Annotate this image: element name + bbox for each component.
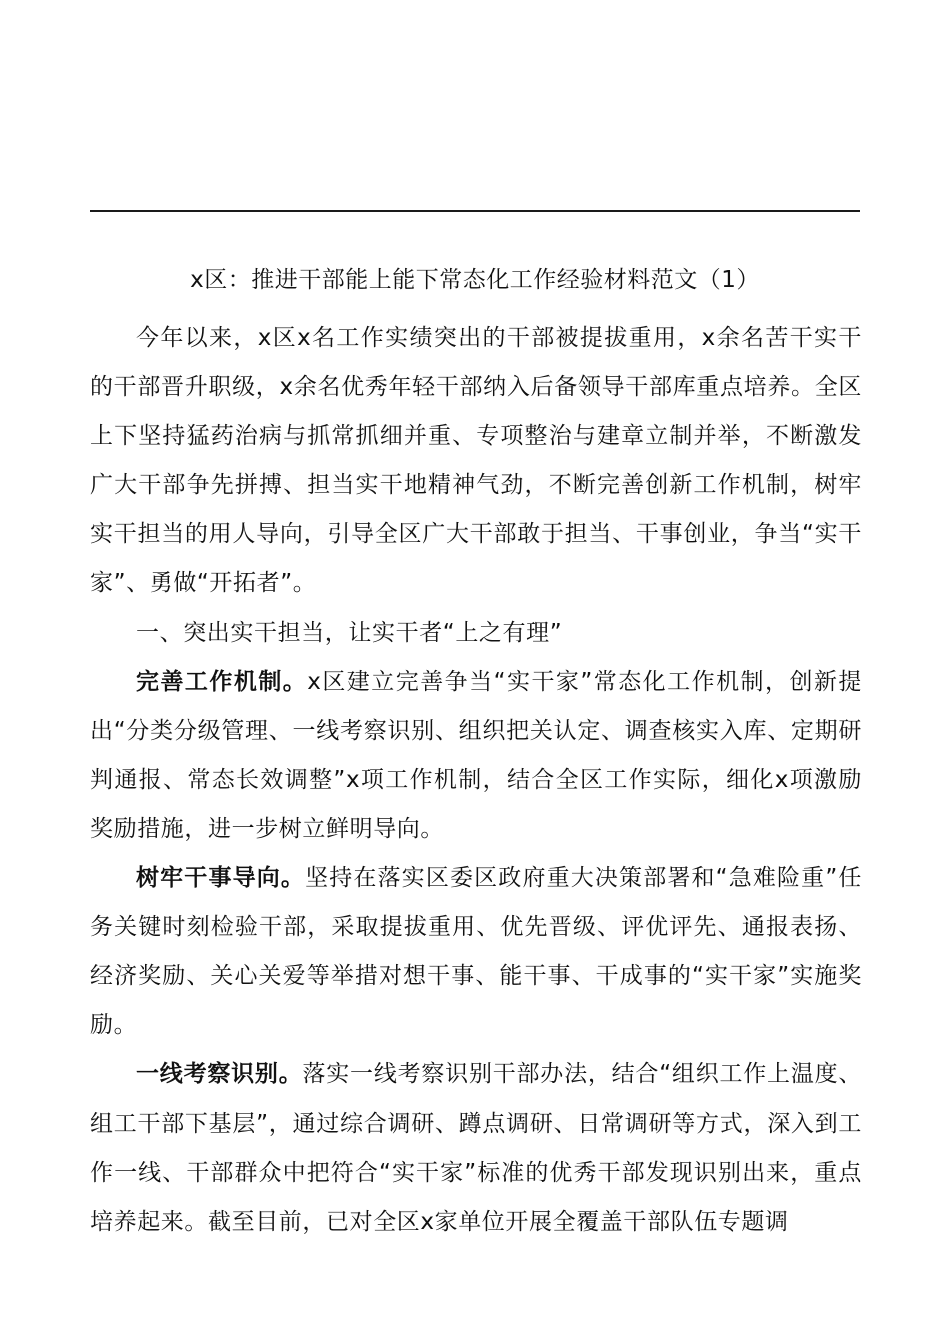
paragraph-text: x区建立完善争当“实干家”常态化工作机制，创新提出“分类分级管理、一线考察识别、组织把关认定、调查核实入库、定期研判通报、常态长效调整”x项工作机制，结合全区工作实际，细化x项激励奖励措施，进一步树立鲜明导向。 bbox=[90, 668, 863, 842]
paragraph-text: 落实一线考察识别干部办法，结合“组织工作上温度、组工干部下基层”，通过综合调研、蹲点调研、日常调研等方式，深入到工作一线、干部群众中把符合“实干家”标准的优秀干部发现识别出来，重点培养起来。截至目前，已对全区x家单位开展全覆盖干部队伍专题调 bbox=[90, 1061, 862, 1235]
section-heading-text: 一、突出实干担当，让实干者“上之有理” bbox=[136, 619, 563, 646]
orientation-paragraph bbox=[90, 854, 862, 1050]
mechanism-paragraph bbox=[90, 658, 862, 854]
document-title: x区：推进干部能上能下常态化工作经验材料范文（1） bbox=[190, 267, 760, 293]
paragraph-text: 坚持在落实区委区政府重大决策部署和“急难险重”任务关键时刻检验干部，采取提拔重用、优先晋级、评优评先、通报表扬、经济奖励、关心关爱等举措对想干事、能干事、干成事的“实干家”实施奖励。 bbox=[90, 865, 863, 1039]
paragraph-lead: 完善工作机制。 bbox=[136, 668, 308, 695]
paragraph-text: 今年以来，x区x名工作实绩突出的干部被提拔重用，x余名苦干实干的干部晋升职级，x余名优秀年轻干部纳入后备领导干部库重点培养。全区上下坚持猛药治病与抓常抓细并重、专项整治与建章立制并举，不断激发广大干部争先拼搏、担当实干地精神气劲，不断完善创新工作机制，树牢实干担当的用人导向，引导全区广大干部敢于担当、干事创业，争当“实干家”、勇做“开拓者”。 bbox=[90, 325, 862, 597]
header-rule bbox=[90, 210, 860, 212]
paragraph-lead: 一线考察识别。 bbox=[136, 1061, 303, 1088]
identification-paragraph bbox=[90, 1050, 862, 1246]
paragraph-lead: 树牢干事导向。 bbox=[136, 865, 306, 892]
intro-paragraph bbox=[90, 314, 862, 609]
section-heading bbox=[90, 609, 862, 658]
document-body bbox=[90, 314, 862, 1247]
